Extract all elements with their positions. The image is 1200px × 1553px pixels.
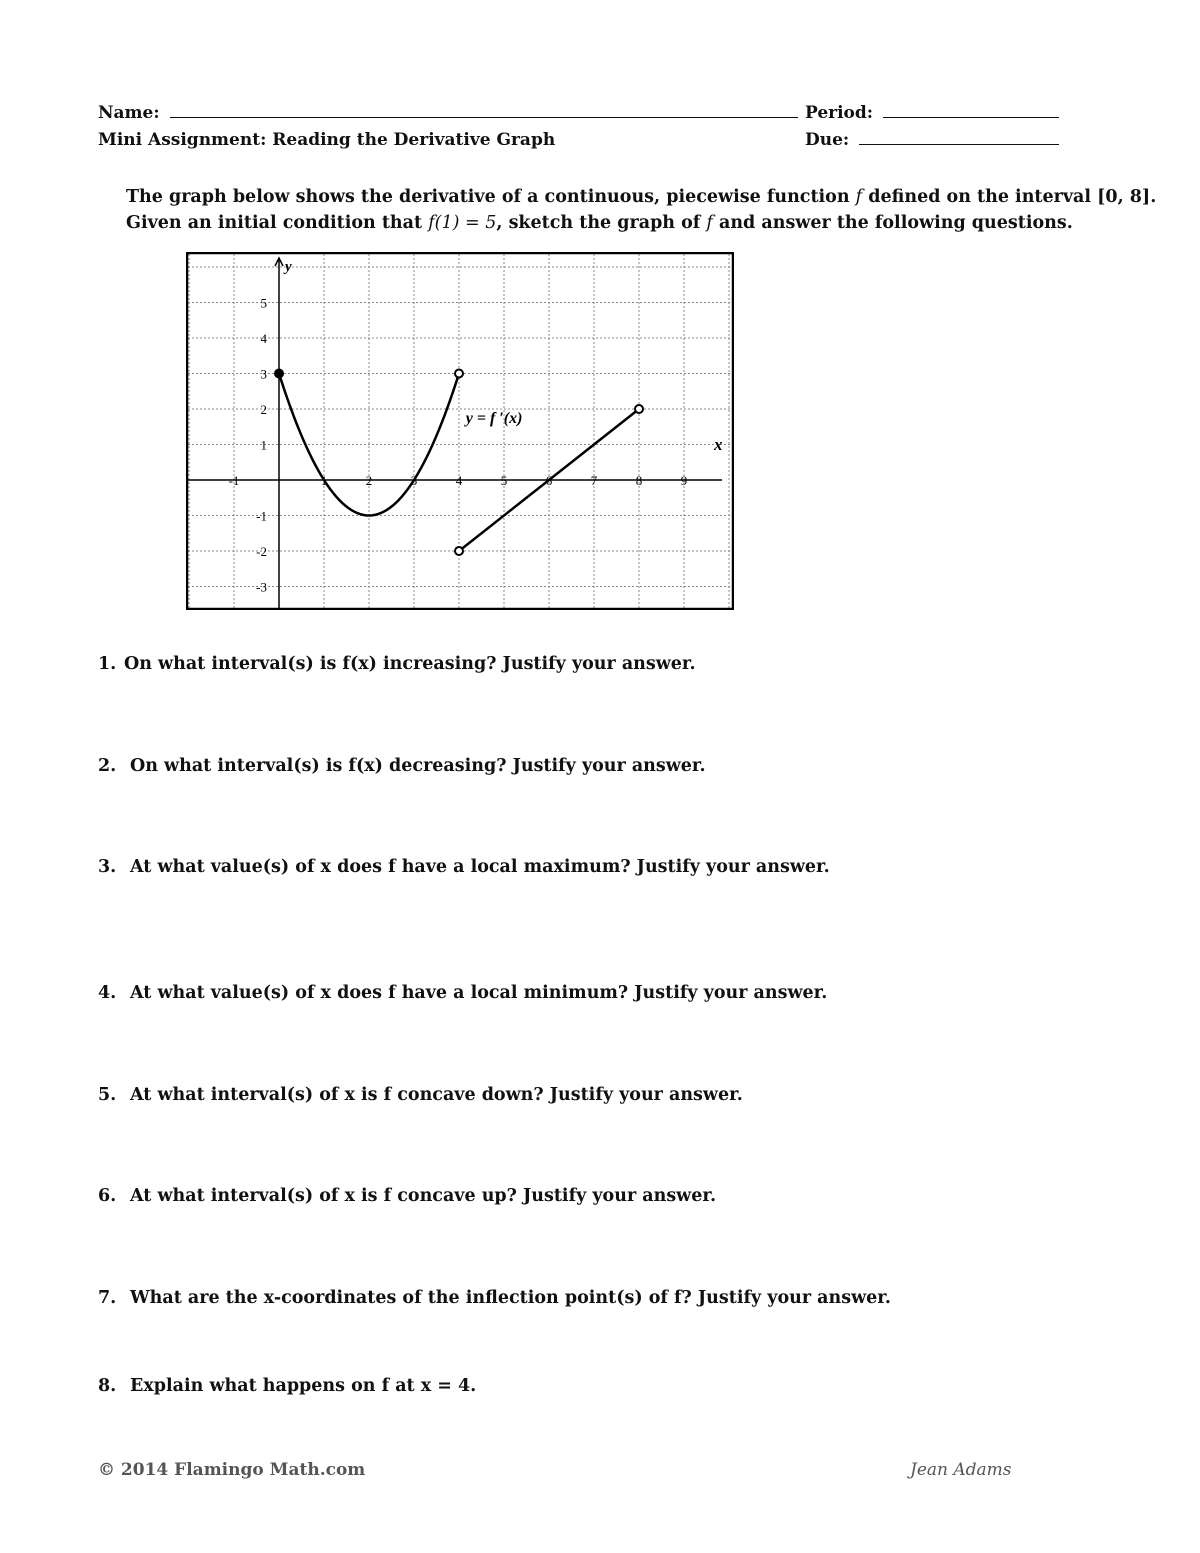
question-3 bbox=[98, 857, 830, 877]
x-tick-label: -1 bbox=[228, 473, 240, 488]
question-number: 7. bbox=[98, 1288, 117, 1308]
x-tick-label: 6 bbox=[545, 473, 553, 488]
name-blank[interactable] bbox=[170, 116, 798, 118]
intro-line2-cond: f(1) = 5 bbox=[428, 213, 497, 233]
y-tick-label: 5 bbox=[260, 295, 267, 311]
question-5 bbox=[98, 1085, 743, 1105]
closed-endpoint bbox=[275, 370, 283, 378]
x-tick-label: 9 bbox=[680, 473, 688, 488]
y-tick-label: -1 bbox=[256, 508, 267, 524]
intro-line-1 bbox=[126, 184, 1156, 210]
open-endpoint bbox=[635, 405, 643, 413]
intro-line1-before: The graph below shows the derivative of a continuous, piecewise function bbox=[126, 187, 856, 207]
y-tick-label: -2 bbox=[256, 544, 267, 559]
question-number: 3. bbox=[98, 857, 117, 877]
question-text: At what value(s) of x does f have a local maximum? Justify your answer. bbox=[130, 857, 830, 877]
due-row bbox=[805, 130, 1059, 150]
intro-line1-after: defined on the interval [0, 8]. bbox=[862, 187, 1157, 207]
period-label: Period: bbox=[805, 103, 874, 123]
intro-line-2 bbox=[126, 210, 1156, 236]
due-label: Due: bbox=[805, 130, 850, 150]
y-tick-label: 1 bbox=[260, 437, 267, 453]
question-2 bbox=[98, 756, 706, 776]
x-tick-label: 4 bbox=[455, 473, 463, 488]
question-text: What are the x-coordinates of the inflection point(s) of f? Justify your answer. bbox=[130, 1288, 891, 1308]
x-tick-label: 8 bbox=[635, 473, 643, 488]
due-blank[interactable] bbox=[859, 143, 1059, 145]
intro-line2-after: and answer the following questions. bbox=[712, 213, 1073, 233]
question-number: 4. bbox=[98, 983, 117, 1003]
intro-text bbox=[126, 184, 1156, 236]
x-tick-label: 3 bbox=[410, 473, 418, 488]
question-text: At what value(s) of x does f have a local minimum? Justify your answer. bbox=[130, 983, 828, 1003]
y-axis-label: y bbox=[285, 259, 292, 275]
question-number: 1. bbox=[98, 654, 117, 674]
question-6 bbox=[98, 1186, 716, 1206]
assignment-title: Mini Assignment: Reading the Derivative Graph bbox=[98, 130, 556, 150]
question-number: 6. bbox=[98, 1186, 117, 1206]
intro-line2-f: f bbox=[706, 213, 713, 233]
copyright: © 2014 Flamingo Math.com bbox=[98, 1460, 366, 1480]
period-row bbox=[805, 103, 1059, 123]
y-tick-label: 2 bbox=[260, 402, 267, 417]
question-text: Explain what happens on f at x = 4. bbox=[130, 1376, 477, 1396]
curve-label: y = f ′(x) bbox=[465, 410, 523, 428]
intro-line2-before: Given an initial condition that bbox=[126, 213, 429, 233]
derivative-graph bbox=[186, 252, 734, 610]
axes bbox=[188, 258, 722, 608]
question-number: 8. bbox=[98, 1376, 117, 1396]
y-tick-label: 4 bbox=[260, 331, 267, 346]
x-axis-label: x bbox=[714, 435, 723, 454]
author: Jean Adams bbox=[910, 1460, 1012, 1480]
period-blank[interactable] bbox=[883, 116, 1059, 118]
question-8 bbox=[98, 1376, 476, 1396]
question-number: 2. bbox=[98, 756, 117, 776]
x-tick-label: 7 bbox=[590, 473, 598, 488]
question-7 bbox=[98, 1288, 891, 1308]
y-tick-label: 3 bbox=[260, 366, 267, 382]
x-tick-label: 2 bbox=[365, 473, 373, 488]
question-text: On what interval(s) is f(x) decreasing? Justify your answer. bbox=[130, 756, 706, 776]
question-text: At what interval(s) of x is f concave up? Justify your answer. bbox=[130, 1186, 717, 1206]
intro-line1-f: f bbox=[855, 187, 863, 207]
name-row bbox=[98, 103, 798, 123]
question-1 bbox=[98, 654, 696, 674]
question-number: 5. bbox=[98, 1085, 117, 1105]
y-tick-label: -3 bbox=[256, 579, 267, 595]
question-text: At what interval(s) of x is f concave down? Justify your answer. bbox=[130, 1085, 743, 1105]
open-endpoint bbox=[455, 547, 463, 555]
question-4 bbox=[98, 983, 827, 1003]
x-tick-label: 5 bbox=[500, 473, 508, 488]
open-endpoint bbox=[455, 370, 463, 378]
x-tick-label: 1 bbox=[320, 473, 328, 488]
name-label: Name: bbox=[98, 103, 160, 123]
question-text: On what interval(s) is f(x) increasing? Justify your answer. bbox=[124, 654, 696, 674]
intro-line2-mid: , sketch the graph of bbox=[496, 213, 707, 233]
